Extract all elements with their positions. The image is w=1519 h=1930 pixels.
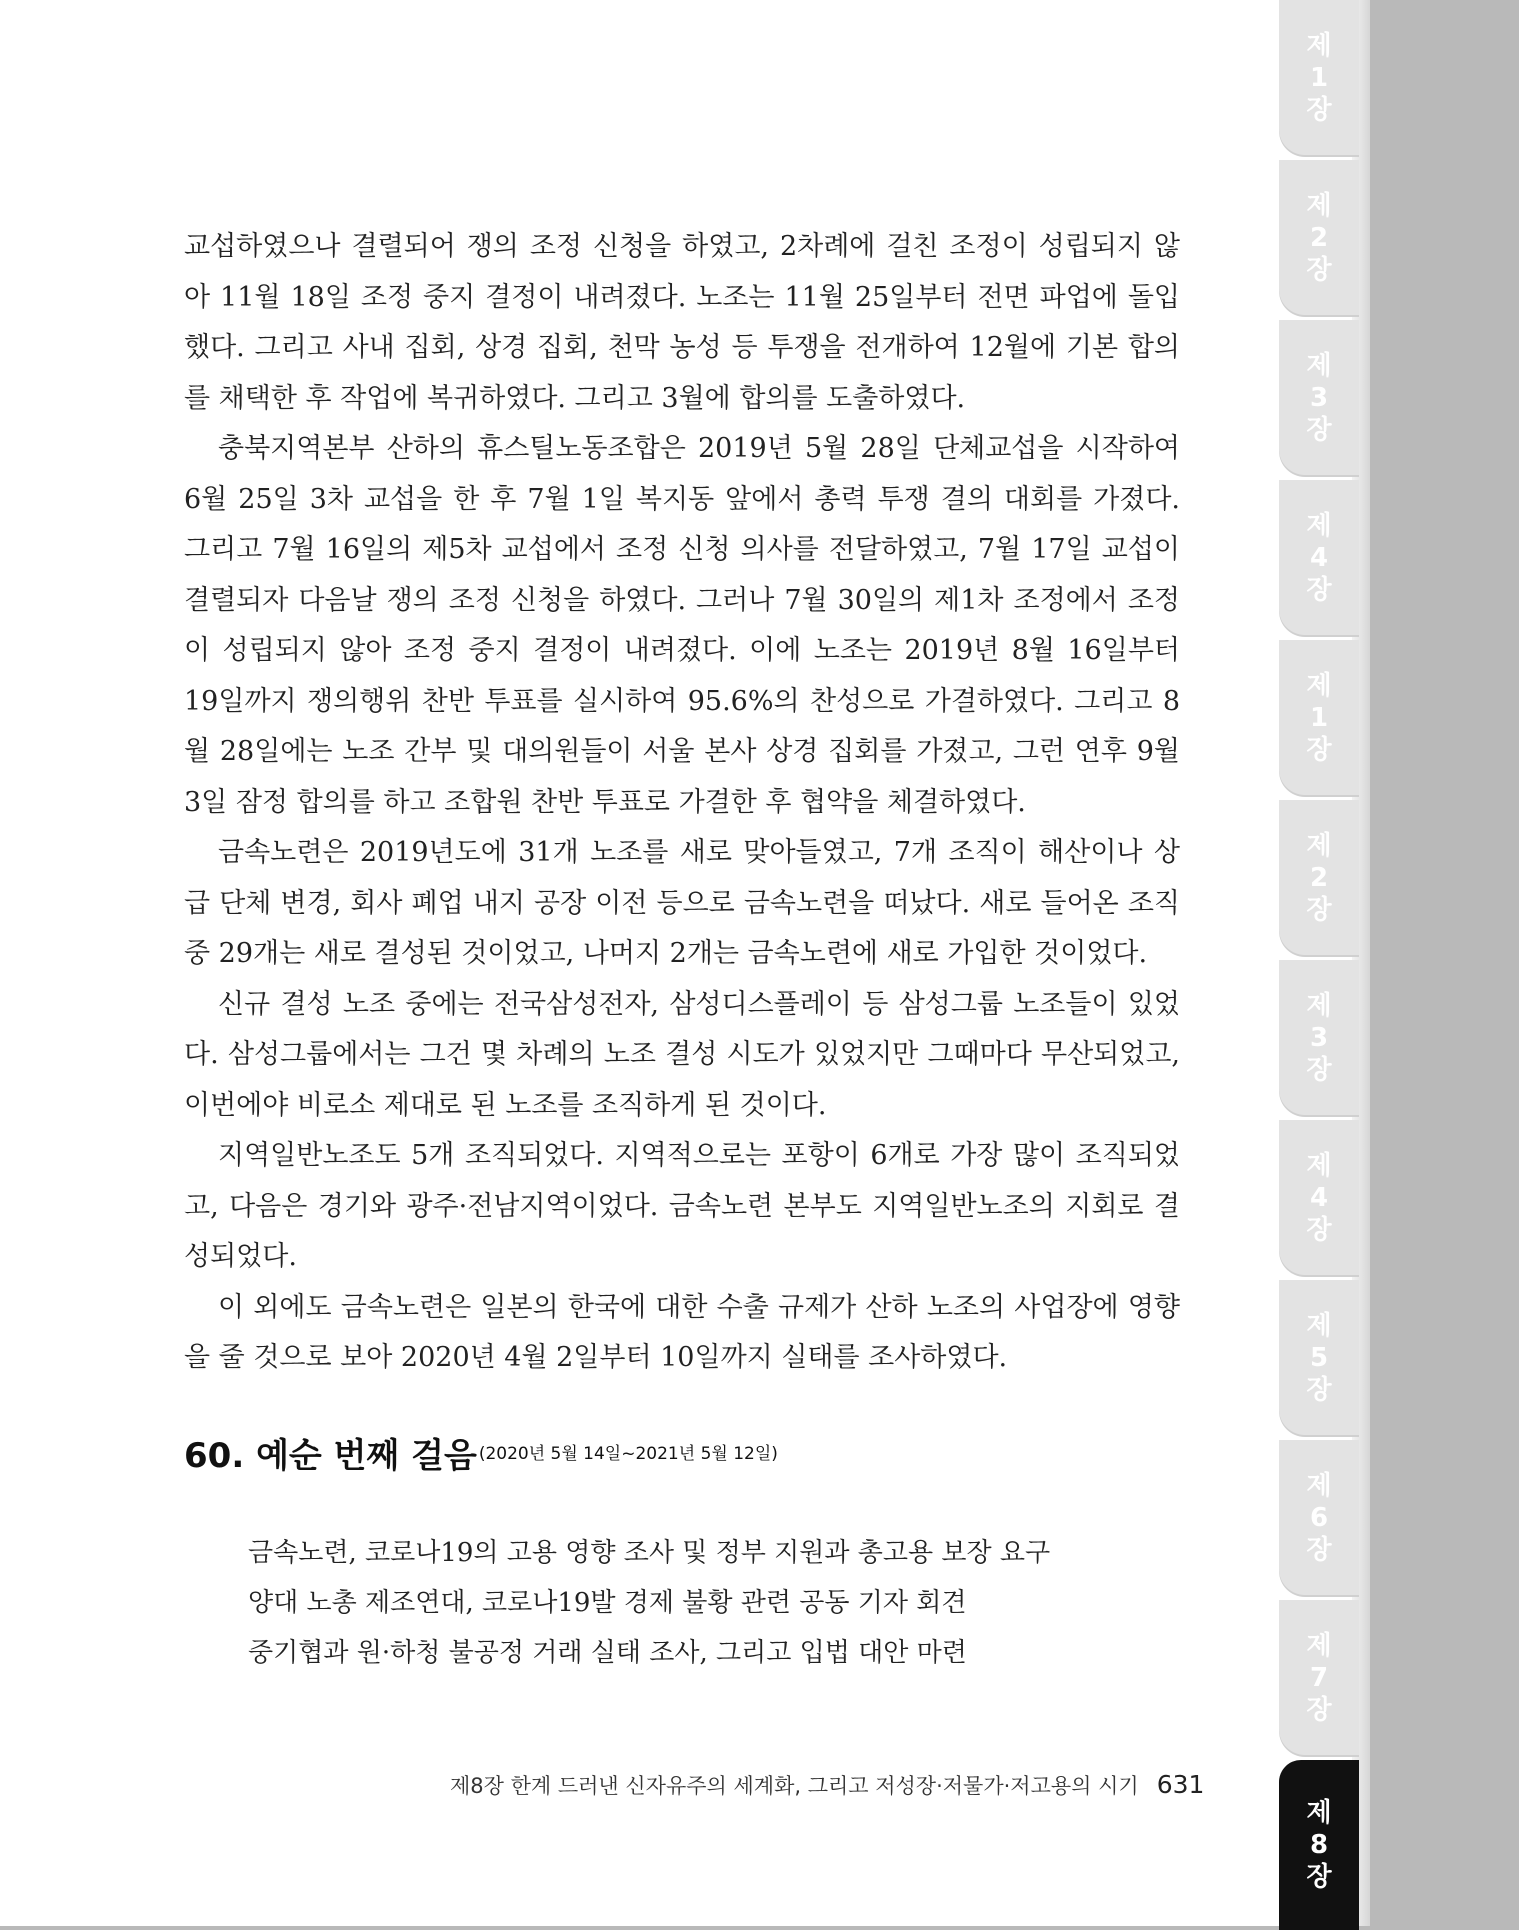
paragraph: 교섭하였으나 결렬되어 쟁의 조정 신청을 하였고, 2차례에 걸친 조정이 성립되지 않아 11월 18일 조정 중지 결정이 내려졌다. 노조는 11월 25일부터 전면 파업에 돌입했다. 그리고 사내 집회, 상경 집회, 천막 농성 등 투쟁을 전개하여 12월에 기본 합의를 채택한 후 작업에 복귀하였다. 그리고 3월에 합의를 도출하였다. [184, 231, 1180, 414]
page-number: 631 [1156, 1770, 1205, 1799]
paragraph: 지역일반노조도 5개 조직되었다. 지역적으로는 포항이 6개로 가장 많이 조직되었고, 다음은 경기와 광주·전남지역이었다. 금속노련 본부도 지역일반노조의 지회로 결성되었다. [184, 1140, 1180, 1272]
body-text [184, 222, 1180, 1384]
summary-item: 중기협과 원·하청 불공정 거래 실태 조사, 그리고 입법 대안 마련 [248, 1638, 967, 1668]
section-heading [184, 1428, 778, 1477]
chapter-tab-strip [1279, 0, 1359, 1926]
section-summary [248, 1528, 1050, 1678]
page-footer [450, 1770, 1205, 1800]
chapter-tab-1b[interactable]: 제 1 장 [1279, 640, 1359, 795]
chapter-tab-5[interactable]: 제 5 장 [1279, 1280, 1359, 1435]
paragraph: 이 외에도 금속노련은 일본의 한국에 대한 수출 규제가 산하 노조의 사업장에 영향을 줄 것으로 보아 2020년 4월 2일부터 10일까지 실태를 조사하였다. [184, 1291, 1180, 1373]
chapter-tab-2b[interactable]: 제 2 장 [1279, 800, 1359, 955]
chapter-tab-4[interactable]: 제 4 장 [1279, 480, 1359, 635]
chapter-tab-7[interactable]: 제 7 장 [1279, 1600, 1359, 1755]
section-dates: (2020년 5월 14일~2021년 5월 12일) [478, 1444, 778, 1464]
footer-chapter-title: 제8장 한계 드러낸 신자유주의 세계화, 그리고 저성장·저물가·저고용의 시기 [450, 1774, 1139, 1798]
chapter-tab-4b[interactable]: 제 4 장 [1279, 1120, 1359, 1275]
section-title: 60. 예순 번째 걸음 [184, 1436, 477, 1476]
chapter-tab-3[interactable]: 제 3 장 [1279, 320, 1359, 475]
paragraph: 신규 결성 노조 중에는 전국삼성전자, 삼성디스플레이 등 삼성그룹 노조들이 있었다. 삼성그룹에서는 그건 몇 차례의 노조 결성 시도가 있었지만 그때마다 무산되었고, 이번에야 비로소 제대로 된 노조를 조직하게 된 것이다. [184, 988, 1180, 1121]
chapter-tab-8-active[interactable]: 제 8 장 [1279, 1760, 1359, 1930]
summary-item: 금속노련, 코로나19의 고용 영향 조사 및 정부 지원과 총고용 보장 요구 [248, 1538, 1051, 1568]
chapter-tab-6[interactable]: 제 6 장 [1279, 1440, 1359, 1595]
summary-item: 양대 노총 제조연대, 코로나19발 경제 불황 관련 공동 기자 회견 [248, 1588, 967, 1618]
chapter-tab-2[interactable]: 제 2 장 [1279, 160, 1359, 315]
chapter-tab-1[interactable]: 제 1 장 [1279, 0, 1359, 155]
chapter-tab-3b[interactable]: 제 3 장 [1279, 960, 1359, 1115]
paragraph: 금속노련은 2019년도에 31개 노조를 새로 맞아들였고, 7개 조직이 해산이나 상급 단체 변경, 회사 폐업 내지 공장 이전 등으로 금속노련을 떠났다. 새로 들어온 조직 중 29개는 새로 결성된 것이었고, 나머지 2개는 금속노련에 새로 가입한 것이었다. [184, 837, 1180, 969]
paragraph: 충북지역본부 산하의 휴스틸노동조합은 2019년 5월 28일 단체교섭을 시작하여 6월 25일 3차 교섭을 한 후 7월 1일 복지동 앞에서 총력 투쟁 결의 대회를 가졌다. 그리고 7월 16일의 제5차 교섭에서 조정 신청 의사를 전달하였고, 7월 17일 교섭이 결렬되자 다음날 쟁의 조정 신청을 하였다. 그러나 7월 30일의 제1차 조정에서 조정이 성립되지 않아 조정 중지 결정이 내려졌다. 이에 노조는 2019년 8월 16일부터 19일까지 쟁의행위 찬반 투표를 실시하여 95.6%의 찬성으로 가결하였다. 그리고 8월 28일에는 노조 간부 및 대의원들이 서울 본사 상경 집회를 가졌고, 그런 연후 9월 3일 잠정 합의를 하고 조합원 찬반 투표로 가결한 후 협약을 체결하였다. [184, 433, 1180, 818]
